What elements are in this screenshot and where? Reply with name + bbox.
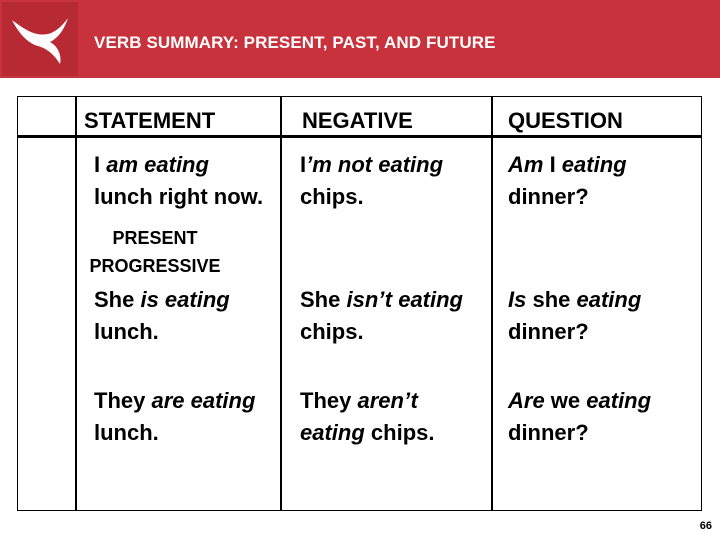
negative-cell: I’m not eating chips. <box>300 152 444 209</box>
column-divider <box>491 97 493 510</box>
column-header-statement: STATEMENT <box>84 108 216 133</box>
negative-cell: They aren’t eating chips. <box>300 388 435 445</box>
page-number: 66 <box>699 520 712 532</box>
question-cell: Are we eating dinner? <box>508 388 652 445</box>
column-header-negative: NEGATIVE <box>302 108 413 133</box>
statement-cell: I am eating lunch right now. <box>94 152 264 209</box>
negative-cell: She isn’t eating chips. <box>300 287 463 344</box>
column-divider <box>280 97 282 510</box>
tense-label: PRESENT PROGRESSIVE <box>89 228 221 276</box>
question-cell: Am I eating dinner? <box>508 152 627 209</box>
column-divider <box>75 97 77 510</box>
statement-cell: She is eating lunch. <box>94 287 230 344</box>
bird-logo-icon <box>8 12 72 68</box>
header-divider <box>17 135 702 138</box>
logo-box <box>2 2 78 76</box>
column-header-question: QUESTION <box>508 108 623 133</box>
header-bar <box>0 0 720 78</box>
page-title: VERB SUMMARY: PRESENT, PAST, AND FUTURE <box>94 33 496 52</box>
statement-cell: They are eating lunch. <box>94 388 256 445</box>
question-cell: Is she eating dinner? <box>508 287 642 344</box>
